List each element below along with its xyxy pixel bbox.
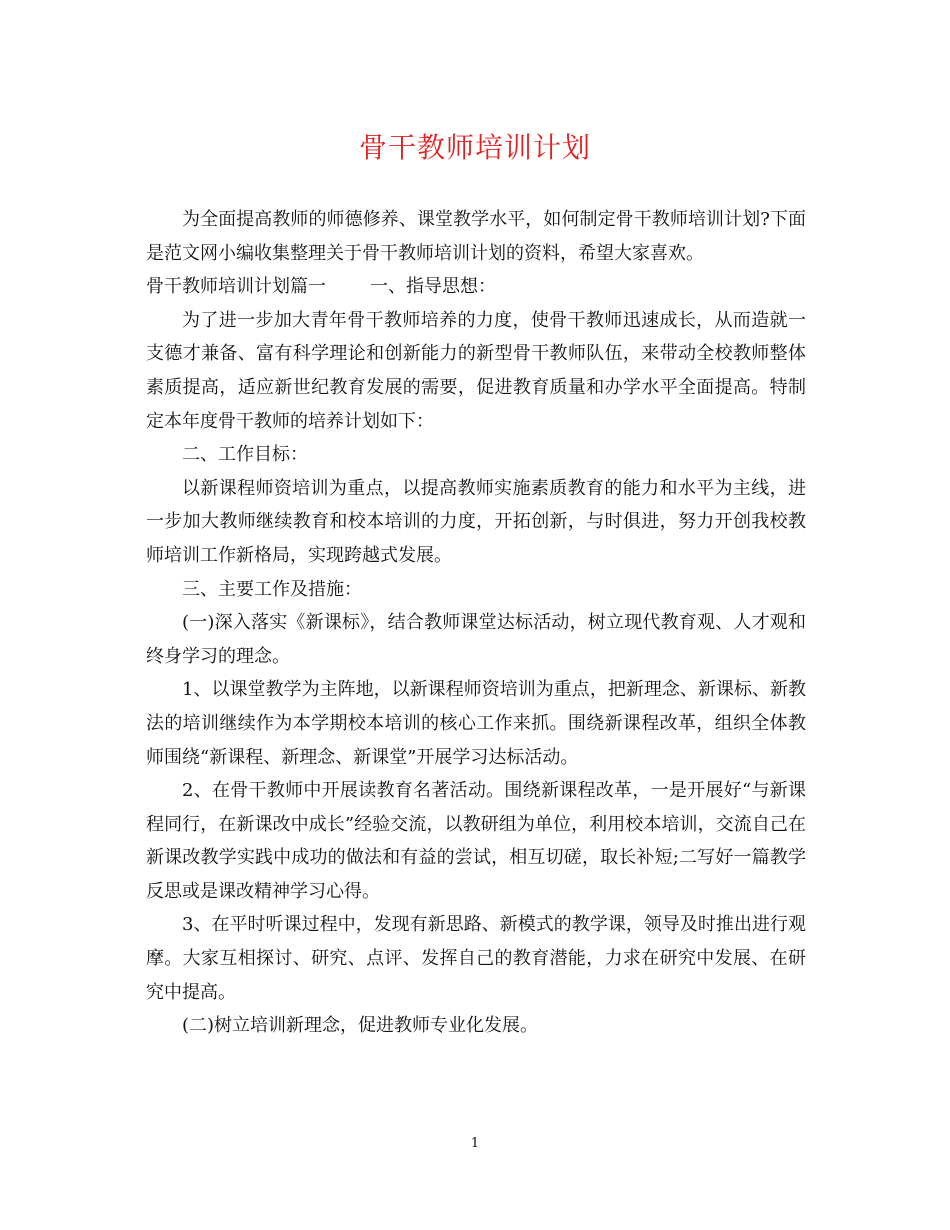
section-subheading: 一、指导思想：: [370, 276, 496, 298]
paragraph-guiding-ideology: 为了进一步加大青年骨干教师培养的力度，使骨干教师迅速成长，从而造就一支德才兼备、富有科学理论和创新能力的新型骨干教师队伍，来带动全校教师整体素质提高，适应新世纪教育发展的需要，促进教育质量和办学水平全面提高。特制定本年度骨干教师的培养计划如下：: [146, 309, 806, 432]
heading-work-goals: 二、工作目标：: [182, 444, 308, 466]
paragraph-item-2: 2、在骨干教师中开展读教育名著活动。围绕新课程改革，一是开展好“与新课程同行，在新课改中成长”经验交流，以教研组为单位，利用校本培训，交流自己在新课改教学实践中成功的做法和有益的尝试，相互切磋，取长补短;二写好一篇教学反思或是课改精神学习心得。: [146, 780, 806, 902]
paragraph-item-3: 3、在平时听课过程中，发现有新思路、新模式的教学课，领导及时推出进行观摩。大家互相探讨、研究、点评、发挥自己的教育潜能，力求在研究中发展、在研究中提高。: [146, 914, 806, 1003]
section-heading-line: [146, 270, 806, 304]
document-title: 骨干教师培训计划: [358, 131, 591, 164]
section-heading-title: 骨干教师培训计划篇一: [146, 276, 326, 298]
page-number: 1: [470, 1136, 480, 1151]
document-body: [146, 203, 806, 1043]
paragraph-work-goals: 以新课程师资培训为重点，以提高教师实施素质教育的能力和水平为主线，进一步加大教师继续教育和校本培训的力度，开拓创新，与时俱进，努力开创我校教师培训工作新格局，实现跨越式发展。: [146, 477, 806, 566]
paragraph-measure-1: (一)深入落实《新课标》，结合教师课堂达标活动，树立现代教育观、人才观和终身学习的理念。: [146, 612, 806, 667]
intro-paragraph: 为全面提高教师的师德修养、课堂教学水平，如何制定骨干教师培训计划?下面是范文网小编收集整理关于骨干教师培训计划的资料，希望大家喜欢。: [146, 209, 806, 264]
paragraph-item-1: 1、以课堂教学为主阵地，以新课程师资培训为重点，把新理念、新课标、新教法的培训继续作为本学期校本培训的核心工作来抓。围绕新课程改革，组织全体教师围绕“新课程、新理念、新课堂”开展学习达标活动。: [146, 679, 806, 768]
paragraph-measure-2: (二)树立培训新理念，促进教师专业化发展。: [182, 1015, 539, 1037]
heading-main-measures: 三、主要工作及措施：: [182, 578, 362, 600]
